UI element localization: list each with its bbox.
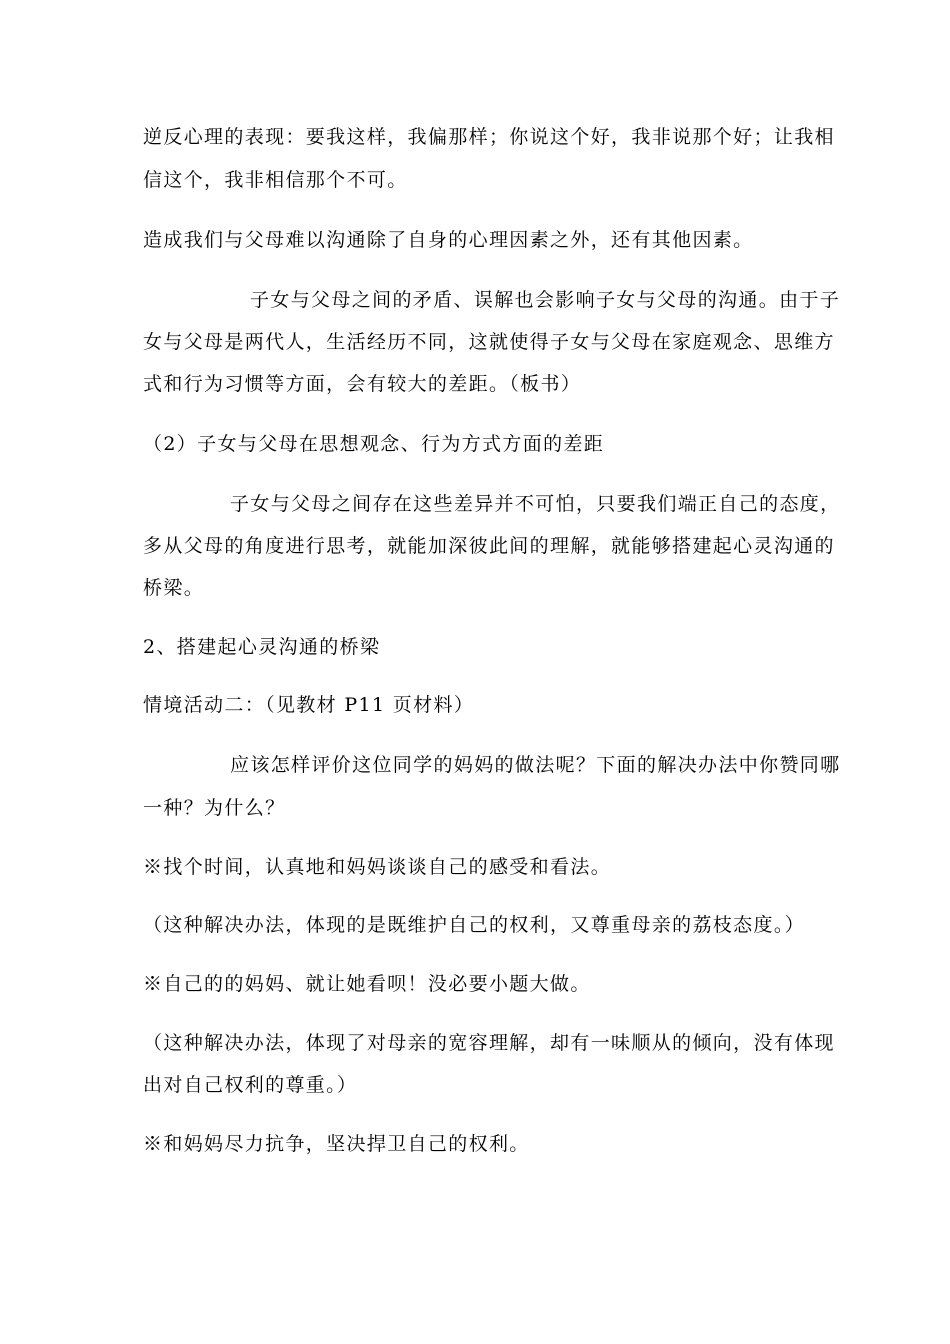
activity-title: 情境活动二：（见教材 P11 页材料）: [143, 694, 475, 716]
text-line: 一种？为什么？: [143, 797, 286, 819]
section-heading: （2）子女与父母在思想观念、行为方式方面的差距: [143, 433, 605, 455]
option-comment: （这种解决办法，体现了对母亲的宽容理解，却有一味顺从的倾向，没有体现: [143, 1032, 835, 1054]
text-line: 桥梁。: [143, 577, 205, 599]
text-line: 女与父母是两代人，生活经历不同，这就使得子女与父母在家庭观念、思维方: [143, 331, 835, 353]
text-line: 应该怎样评价这位同学的妈妈的做法呢？下面的解决办法中你赞同哪: [230, 754, 841, 776]
text-line: 造成我们与父母难以沟通除了自身的心理因素之外，还有其他因素。: [143, 229, 754, 251]
text-line: 式和行为习惯等方面，会有较大的差距。（板书）: [143, 373, 582, 395]
text-line: 子女与父母之间存在这些差异并不可怕，只要我们端正自己的态度，: [230, 493, 841, 515]
text-line: 多从父母的角度进行思考，就能加深彼此间的理解，就能够搭建起心灵沟通的: [143, 535, 835, 557]
text-line: 信这个，我非相信那个不可。: [143, 169, 408, 191]
text-line: 逆反心理的表现：要我这样，我偏那样；你说这个好，我非说那个好；让我相: [143, 126, 835, 148]
text-line: 子女与父母之间的矛盾、误解也会影响子女与父母的沟通。由于子: [250, 289, 841, 311]
option-item: ※和妈妈尽力抗争，坚决捍卫自己的权利。: [143, 1133, 530, 1155]
option-comment: 出对自己权利的尊重。）: [143, 1074, 358, 1096]
option-item: ※自己的的妈妈、就让她看呗！没必要小题大做。: [143, 973, 591, 995]
option-item: ※找个时间，认真地和妈妈谈谈自己的感受和看法。: [143, 856, 612, 878]
option-comment: （这种解决办法，体现的是既维护自己的权利，又尊重母亲的荔枝态度。）: [143, 914, 806, 936]
section-heading: 2、搭建起心灵沟通的桥梁: [143, 636, 381, 658]
